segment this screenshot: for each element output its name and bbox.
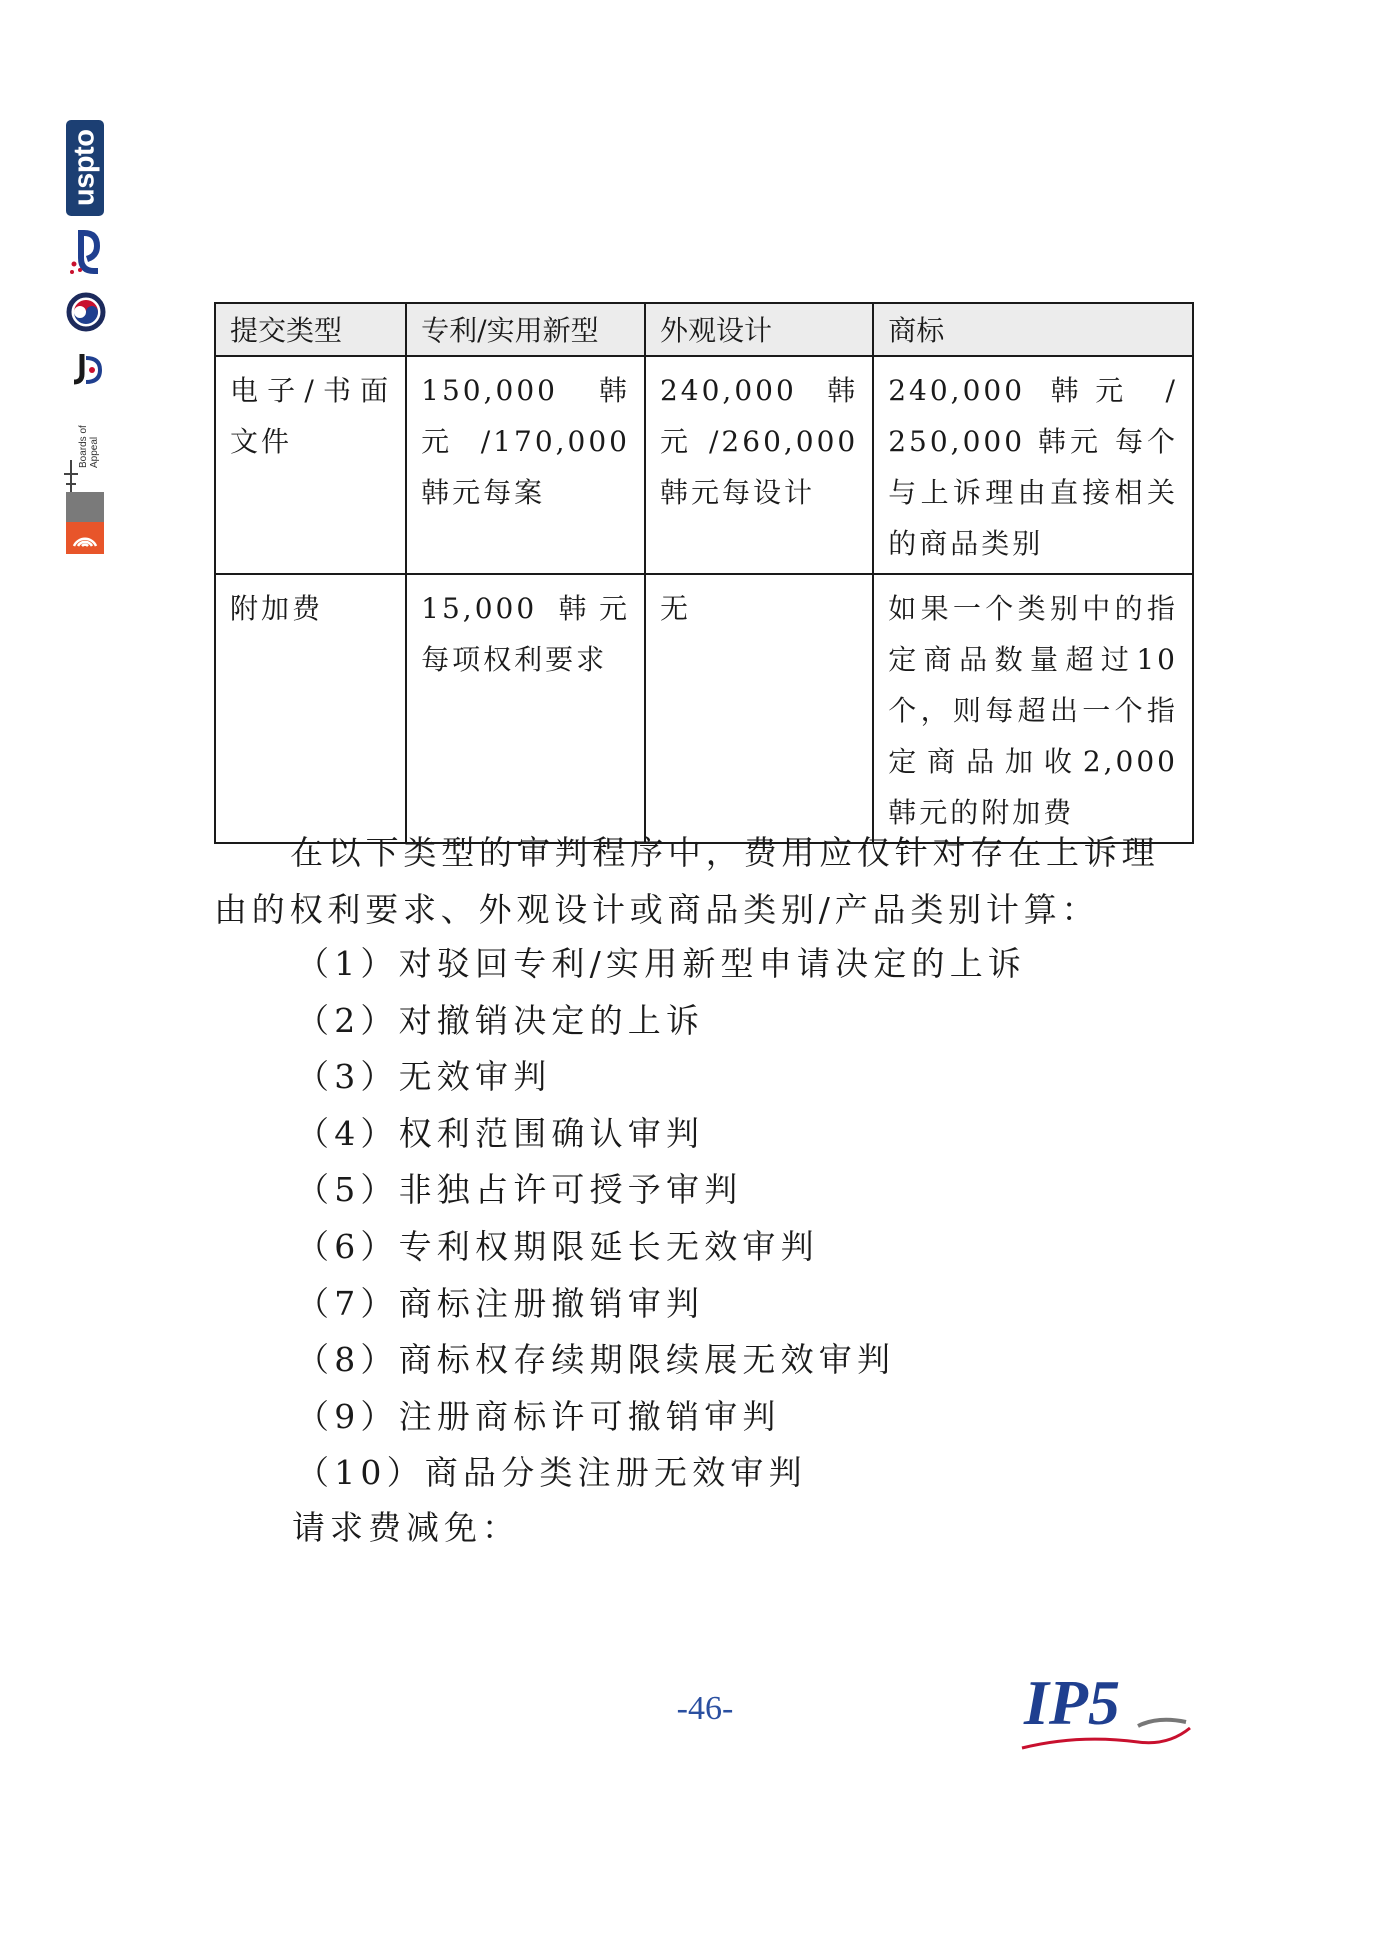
uspto-logo: uspto — [66, 120, 104, 216]
header-cell: 提交类型 — [215, 303, 406, 356]
fee-table — [214, 302, 1194, 844]
jpo-logo-icon — [68, 352, 104, 388]
table-header-row — [215, 303, 1193, 356]
table-cell — [645, 574, 873, 843]
cell-text: 150,000 韩元/170,000 韩元每案 — [421, 374, 630, 509]
ip5-text: IP5 — [1024, 1667, 1120, 1738]
page-number: -46- — [676, 1690, 734, 1727]
request-heading: 请求费减免： — [292, 1508, 520, 1547]
cell-text: 240,000 韩元/260,000 韩元每设计 — [659, 374, 859, 509]
table-row — [215, 574, 1193, 843]
table-cell — [215, 356, 406, 574]
kipo-logo-icon — [66, 292, 106, 332]
table-cell — [406, 356, 645, 574]
cell-text: 无 — [659, 592, 691, 625]
table-row — [215, 356, 1193, 574]
list-item: （9）注册商标许可撤销审判 — [296, 1396, 781, 1436]
euipo-logo-icon — [66, 492, 104, 554]
cnipa-logo-icon — [68, 228, 104, 278]
list-item: （10）商品分类注册无效审判 — [296, 1453, 807, 1493]
list-item: （4）权利范围确认审判 — [296, 1113, 705, 1153]
header-cell: 外观设计 — [645, 303, 873, 356]
body-paragraph: 在以下类型的审判程序中，费用应仅针对存在上诉理由的权利要求、外观设计或商品类别/产品类别计算： — [214, 833, 1160, 929]
cell-text: 附加费 — [230, 592, 324, 625]
header-cell: 商标 — [873, 303, 1193, 356]
list-item: （6）专利权期限延长无效审判 — [296, 1226, 819, 1266]
table-cell — [645, 356, 873, 574]
boards-of-appeal-logo — [66, 402, 106, 500]
list-item: （2）对撤销决定的上诉 — [296, 1000, 705, 1040]
cell-text: 15,000 韩元每项权利要求 — [421, 592, 630, 676]
table-cell — [873, 356, 1193, 574]
table-cell — [215, 574, 406, 843]
list-item: （1）对驳回专利/实用新型申请决定的上诉 — [296, 944, 1027, 983]
table-cell — [406, 574, 645, 843]
header-cell: 专利/实用新型 — [406, 303, 645, 356]
list-item: （5）非独占许可授予审判 — [296, 1170, 743, 1210]
trial-type-list — [296, 936, 1026, 1502]
cell-text: 240,000 韩元 / 250,000 韩元 每个与上诉理由直接相关的商品类别 — [888, 374, 1178, 560]
ip5-brush-icon — [1138, 1720, 1186, 1726]
ip5-logo — [1018, 1656, 1194, 1756]
list-item: （3）无效审判 — [296, 1057, 552, 1097]
list-item: （7）商标注册撤销审判 — [296, 1283, 705, 1323]
cell-text: 如果一个类别中的指定商品数量超过10 个，则每超出一个指定商品加收2,000 韩元的附加费 — [888, 592, 1178, 829]
list-item: （8）商标权存续期限续展无效审判 — [296, 1340, 896, 1380]
table-cell — [873, 574, 1193, 843]
boards-of-appeal-text: Boards of Appeal — [78, 425, 100, 468]
cell-text: 电子/书面文件 — [230, 374, 392, 458]
